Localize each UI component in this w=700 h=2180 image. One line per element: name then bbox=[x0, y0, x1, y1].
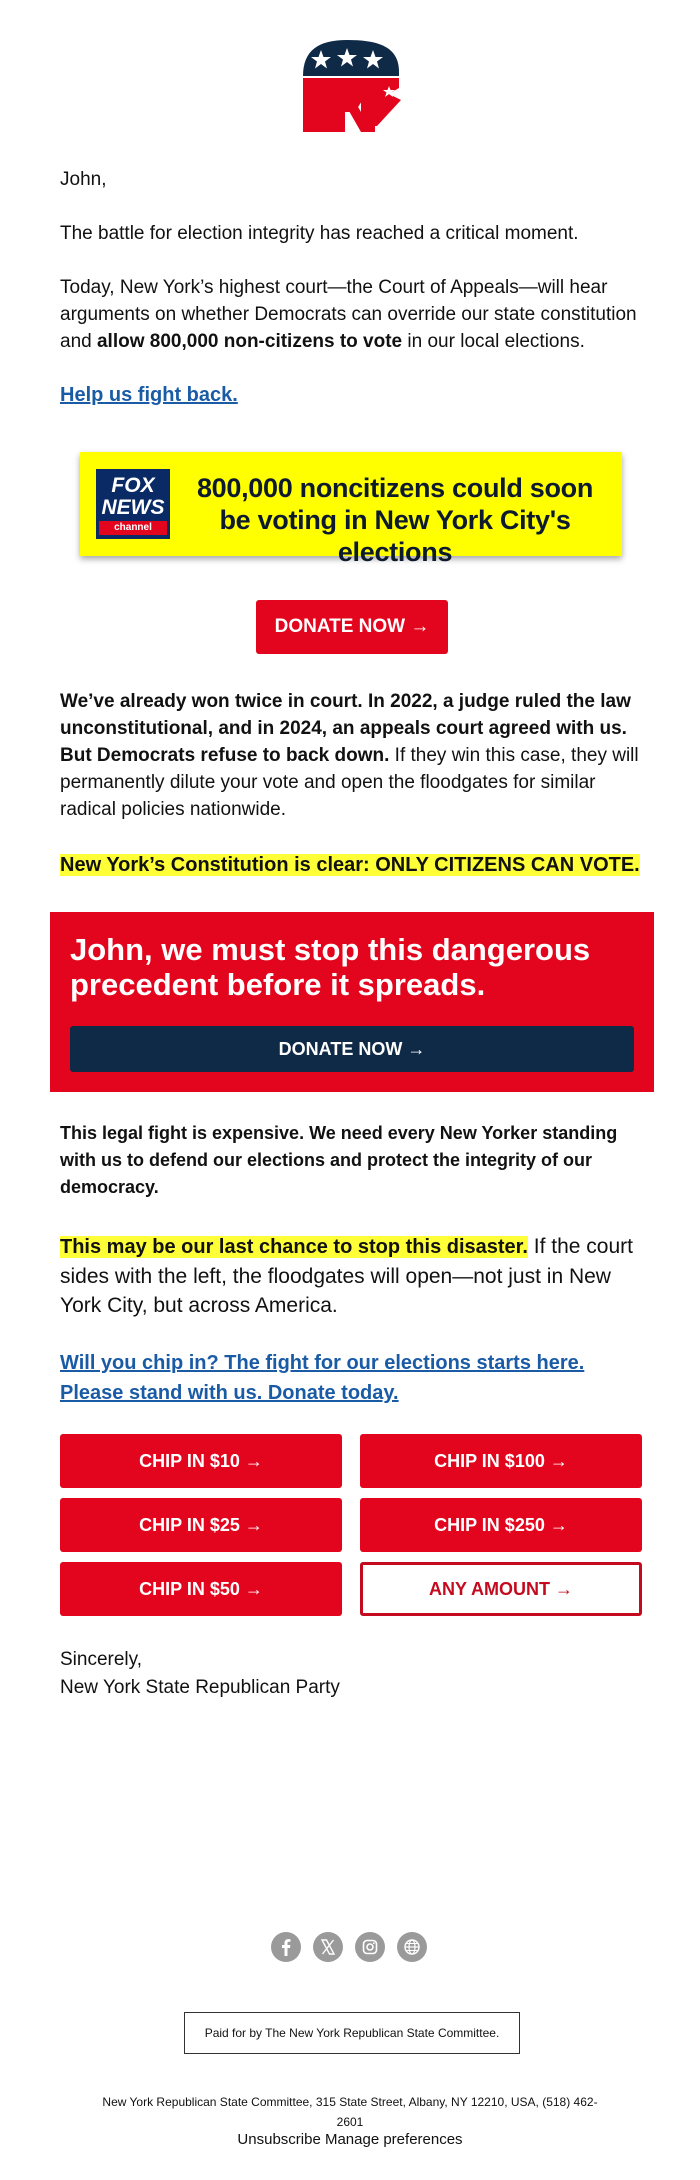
urgent-appeal-box bbox=[50, 912, 654, 1092]
help-fight-back-link[interactable]: Help us fight back. bbox=[60, 384, 238, 406]
donate-now-button[interactable]: DONATE NOW → bbox=[256, 600, 448, 654]
last-chance-rest: If the court sides with the left, the floodgates will open—not just in New York City, but across America. bbox=[60, 1235, 633, 1317]
any-amount-button[interactable]: ANY AMOUNT → bbox=[360, 1562, 642, 1616]
chip-in-link[interactable]: Will you chip in? The fight for our elections starts here. bbox=[60, 1352, 585, 1374]
donate-today-link[interactable]: Please stand with us. Donate today. bbox=[60, 1382, 399, 1404]
manage-preferences-link[interactable]: Manage preferences bbox=[324, 2131, 463, 2148]
unsubscribe-link[interactable]: Unsubscribe bbox=[237, 2131, 321, 2148]
chip-in-100-button[interactable]: CHIP IN $100 → bbox=[360, 1434, 642, 1488]
fox-news-banner[interactable] bbox=[80, 452, 622, 567]
constitution-highlight-paragraph bbox=[60, 852, 640, 879]
signature: New York State Republican Party bbox=[60, 1677, 340, 1698]
facebook-icon[interactable] bbox=[271, 1932, 301, 1962]
constitution-highlight: New York’s Constitution is clear: ONLY CITIZENS CAN VOTE. bbox=[60, 854, 640, 876]
court-paragraph-start: Today, New York’s highest court—the Court of Appeals—will hear arguments on whether Democrats can override our state constitution and bbox=[60, 277, 637, 352]
urgent-appeal-title: John, we must stop this dangerous precedent before it spreads. bbox=[70, 932, 591, 1002]
intro-paragraph: The battle for election integrity has reached a critical moment. bbox=[60, 223, 579, 244]
fox-logo-top: FOX bbox=[111, 474, 155, 497]
nygop-elephant-logo-icon bbox=[297, 36, 403, 136]
chip-in-25-button[interactable]: CHIP IN $25 → bbox=[60, 1498, 342, 1552]
court-paragraph-bold: allow 800,000 non-citizens to vote bbox=[96, 331, 403, 352]
x-twitter-icon[interactable] bbox=[313, 1932, 343, 1962]
legal-fight-paragraph: This legal fight is expensive. We need every New Yorker standing with us to defend our elections and protect the integrity of our democracy. bbox=[60, 1123, 618, 1197]
paid-for-disclaimer: Paid for by The New York Republican State Committee. bbox=[184, 2012, 520, 2054]
fox-news-logo bbox=[96, 469, 170, 539]
last-chance-highlight: This may be our last chance to stop this disaster. bbox=[60, 1236, 528, 1258]
chip-in-50-button[interactable]: CHIP IN $50 → bbox=[60, 1562, 342, 1616]
signoff: Sincerely, bbox=[60, 1649, 143, 1670]
court-wins-paragraph bbox=[60, 688, 640, 823]
chip-in-links-paragraph bbox=[60, 1348, 640, 1408]
fox-banner-headline: 800,000 noncitizens could soon be voting in New York City's elections bbox=[196, 473, 594, 567]
court-paragraph bbox=[60, 274, 640, 355]
fox-logo-middle: NEWS bbox=[101, 496, 165, 519]
donate-now-navy-button[interactable]: DONATE NOW → bbox=[70, 1026, 634, 1072]
last-chance-paragraph bbox=[60, 1232, 640, 1320]
website-globe-icon[interactable] bbox=[397, 1932, 427, 1962]
chip-in-250-button[interactable]: CHIP IN $250 → bbox=[360, 1498, 642, 1552]
footer-address: New York Republican State Committee, 315 State Street, Albany, NY 12210, USA, (518) 462-2601 bbox=[102, 2095, 598, 2129]
chip-in-10-button[interactable]: CHIP IN $10 → bbox=[60, 1434, 342, 1488]
court-wins-bold: We’ve already won twice in court. In 2022, a judge ruled the law unconstitutional, and in 2024, an appeals court agreed with us. But Democrats refuse to back down. bbox=[60, 691, 631, 766]
greeting: John, bbox=[60, 169, 107, 190]
court-paragraph-end: in our local elections. bbox=[402, 331, 585, 352]
fight-back-paragraph bbox=[60, 382, 640, 409]
court-wins-rest: If they win this case, they will permanently dilute your vote and open the floodgates for similar radical policies nationwide. bbox=[60, 745, 639, 820]
fox-logo-bottom: channel bbox=[99, 521, 167, 535]
instagram-icon[interactable] bbox=[355, 1932, 385, 1962]
footer-links bbox=[0, 2130, 700, 2150]
